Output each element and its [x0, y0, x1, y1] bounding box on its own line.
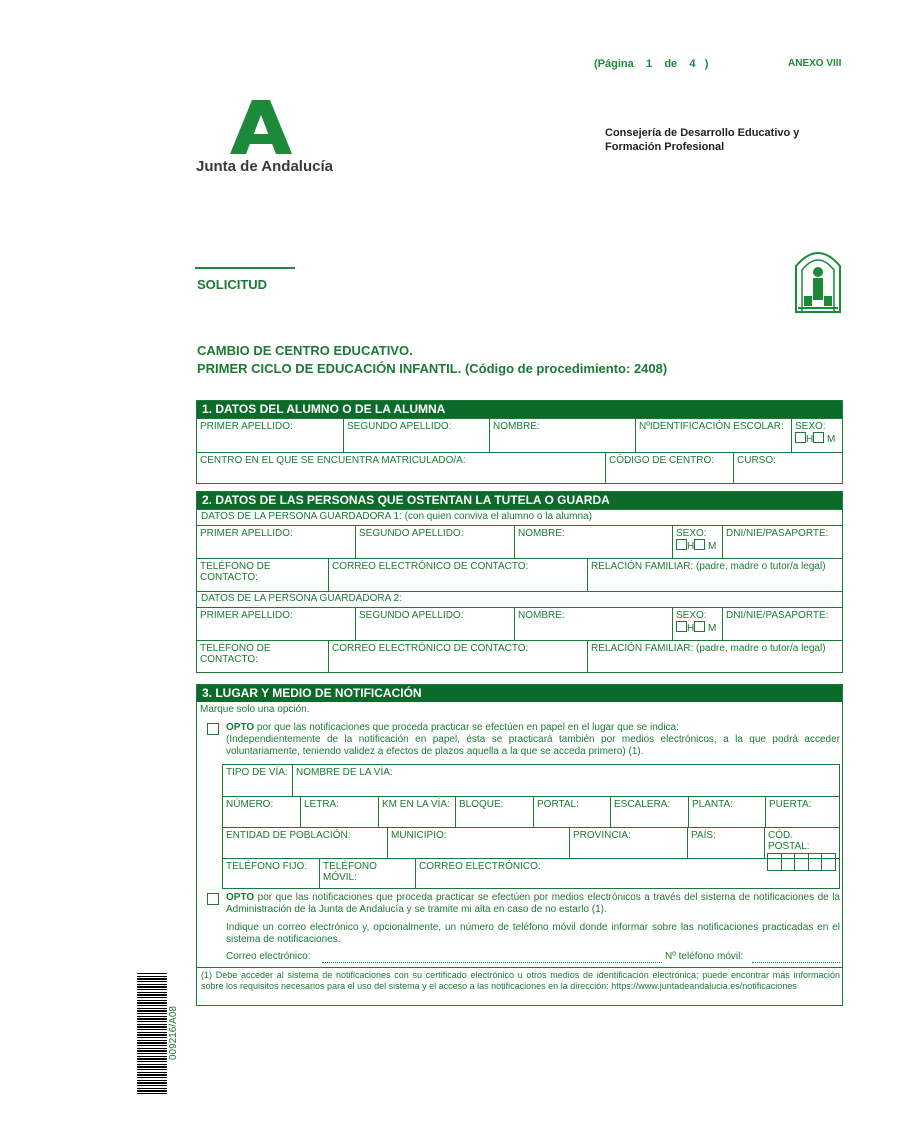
solicitud-heading: SOLICITUD [197, 277, 268, 292]
section-1 [196, 400, 843, 484]
sexo-h-checkbox[interactable] [795, 432, 806, 443]
entidad-field[interactable]: ENTIDAD DE POBLACIÓN: [226, 830, 351, 841]
g2-dni-field[interactable]: DNI/NIE/PASAPORTE: [722, 608, 842, 640]
sexo-m-checkbox[interactable] [813, 432, 824, 443]
telefono-movil-field[interactable]: TELÉFONO MÓVIL: [319, 859, 415, 888]
g2-sexo-field: SEXO: H M [672, 608, 722, 640]
g1-nombre-field[interactable]: NOMBRE: [514, 526, 672, 558]
g1-row-1 [197, 525, 842, 558]
guardador-1-label: DATOS DE LA PERSONA GUARDADORA 1: (con quien conviva el alumno o la alumna) [201, 511, 592, 522]
nombre-field[interactable]: NOMBRE: [489, 419, 635, 452]
curso-field[interactable]: CURSO: [733, 453, 842, 484]
section-1-heading: 1. DATOS DEL ALUMNO O DE LA ALUMNA [197, 401, 842, 418]
s1-row-2 [197, 452, 842, 484]
junta-logo-icon [230, 100, 292, 156]
correo-electronico-field[interactable]: CORREO ELECTRÓNICO: [415, 859, 839, 888]
g2-row-2 [197, 640, 842, 672]
nombre-via-field[interactable]: NOMBRE DE LA VÍA: [292, 765, 839, 796]
movil-label: Nº teléfono móvil: [665, 951, 744, 962]
g2-telefono-field[interactable]: TELÉFONO DE CONTACTO: [200, 643, 271, 665]
logo-text: Junta de Andalucía [196, 158, 333, 175]
opcion-papel-checkbox[interactable] [207, 723, 219, 735]
centro-field[interactable]: CENTRO EN EL QUE SE ENCUENTRA MATRICULADO/A: [200, 455, 466, 466]
movil-input[interactable] [752, 962, 840, 963]
addr-row-1 [223, 765, 839, 796]
doc-title-line2: PRIMER CICLO DE EDUCACIÓN INFANTIL. (Código de procedimiento: 2408) [197, 361, 668, 376]
g1-relacion-field[interactable]: RELACIÓN FAMILIAR: (padre, madre o tutor/a legal) [587, 559, 842, 591]
bloque-field[interactable]: BLOQUE: [455, 797, 533, 827]
s1-row-1 [197, 418, 842, 452]
correo-e-label: Correo electrónico: [226, 951, 311, 962]
municipio-field[interactable]: MUNICIPIO: [387, 828, 569, 858]
g1-sexo-h-checkbox[interactable] [676, 539, 687, 550]
indique-text: Indique un correo electrónico y, opcionalmente, un número de teléfono móvil donde informar sobre las notificaciones practicadas en el sistema de notificaciones. [226, 922, 840, 945]
guardador-2-label: DATOS DE LA PERSONA GUARDADORA 2: [201, 593, 402, 604]
pais-field[interactable]: PAÍS: [687, 828, 764, 858]
codigo-centro-field[interactable]: CÓDIGO DE CENTRO: [605, 453, 733, 484]
g2-segundo-apellido-field[interactable]: SEGUNDO APELLIDO: [355, 608, 514, 640]
g2-correo-field[interactable]: CORREO ELECTRÓNICO DE CONTACTO: [328, 641, 587, 672]
marque-instruction: Marque solo una opción. [200, 704, 310, 715]
addr-row-2 [223, 796, 839, 827]
g2-sexo-m-checkbox[interactable] [694, 621, 705, 632]
primer-apellido-field[interactable]: PRIMER APELLIDO: [200, 421, 293, 432]
portal-field[interactable]: PORTAL: [533, 797, 610, 827]
footnote-divider [197, 967, 842, 968]
g2-primer-apellido-field[interactable]: PRIMER APELLIDO: [200, 610, 293, 621]
seal-icon [794, 244, 842, 314]
puerta-field[interactable]: PUERTA: [765, 797, 839, 827]
page-indicator: (Página 1 de 4 ) [594, 58, 709, 70]
barcode-text: 009216/A08 [168, 1006, 179, 1060]
section-2-heading: 2. DATOS DE LAS PERSONAS QUE OSTENTAN LA TUTELA O GUARDA [197, 492, 842, 509]
planta-field[interactable]: PLANTA: [688, 797, 765, 827]
correo-e-input[interactable] [322, 962, 662, 963]
escalera-field[interactable]: ESCALERA: [610, 797, 688, 827]
addr-row-4 [223, 858, 839, 888]
section-3-heading: 3. LUGAR Y MEDIO DE NOTIFICACIÓN [197, 685, 842, 702]
numero-field[interactable]: NÚMERO: [226, 799, 274, 810]
tipo-via-field[interactable]: TIPO DE VÍA: [226, 767, 288, 778]
consejeria: Consejería de Desarrollo Educativo y Formación Profesional [605, 127, 800, 153]
anexo-label: ANEXO VIII [788, 58, 842, 69]
g2-nombre-field[interactable]: NOMBRE: [514, 608, 672, 640]
g1-sexo-field: SEXO: H M [672, 526, 722, 558]
g2-label-row [197, 591, 842, 607]
segundo-apellido-field[interactable]: SEGUNDO APELLIDO: [343, 419, 489, 452]
g1-segundo-apellido-field[interactable]: SEGUNDO APELLIDO: [355, 526, 514, 558]
section-2 [196, 491, 843, 673]
telefono-fijo-field[interactable]: TELÉFONO FIJO: [226, 861, 308, 872]
cp-field[interactable]: CÓD. POSTAL: [764, 828, 839, 858]
g1-primer-apellido-field[interactable]: PRIMER APELLIDO: [200, 528, 293, 539]
letra-field[interactable]: LETRA: [300, 797, 378, 827]
opcion-papel-text: OPTO por que las notificaciones que proceda practicar se efectúen en papel en el lugar que se indica: (Independientemente de la notificación en papel, ésta se practicará también por medios electrónicos, a la que podrá acceder voluntariamente, teniendo validez a efectos de plazos aquella a la que se acceda primero) (1). [226, 722, 840, 757]
g1-correo-field[interactable]: CORREO ELECTRÓNICO DE CONTACTO: [328, 559, 587, 591]
address-table [222, 764, 840, 889]
g1-dni-field[interactable]: DNI/NIE/PASAPORTE: [722, 526, 842, 558]
doc-title-line1: CAMBIO DE CENTRO EDUCATIVO. [197, 343, 413, 358]
km-field[interactable]: KM EN LA VÍA: [378, 797, 455, 827]
barcode [137, 972, 167, 1094]
g1-sexo-m-checkbox[interactable] [694, 539, 705, 550]
g1-row-2 [197, 558, 842, 591]
addr-row-3 [223, 827, 839, 858]
g1-telefono-field[interactable]: TELÉFONO DE CONTACTO: [200, 561, 271, 583]
nid-escolar-field[interactable]: NºIDENTIFICACIÓN ESCOLAR: [635, 419, 791, 452]
g2-sexo-h-checkbox[interactable] [676, 621, 687, 632]
g2-row-1 [197, 607, 842, 640]
opcion-electronica-text: OPTO por que las notificaciones que proceda practicar se efectúen por medios electrónicos a través del sistema de notificaciones de la Administración de la Junta de Andalucía y se tramite mi alta en caso de no estarlo (1). [226, 892, 840, 915]
sexo-field: SEXO: H M [791, 419, 842, 452]
provincia-field[interactable]: PROVINCIA: [569, 828, 687, 858]
footnote: (1) Debe acceder al sistema de notificaciones con su certificado electrónico u otros medios de identificación electrónica; puede encontrar más información sobre los requisitos necesarios para el uso del sistema y el acceso a las notificaciones en la dirección: https://www.juntadeandalucia.es/notificaciones [201, 970, 840, 991]
divider [195, 267, 295, 269]
g2-relacion-field[interactable]: RELACIÓN FAMILIAR: (padre, madre o tutor/a legal) [587, 641, 842, 672]
g1-label-row [197, 509, 842, 525]
opcion-electronica-checkbox[interactable] [207, 893, 219, 905]
